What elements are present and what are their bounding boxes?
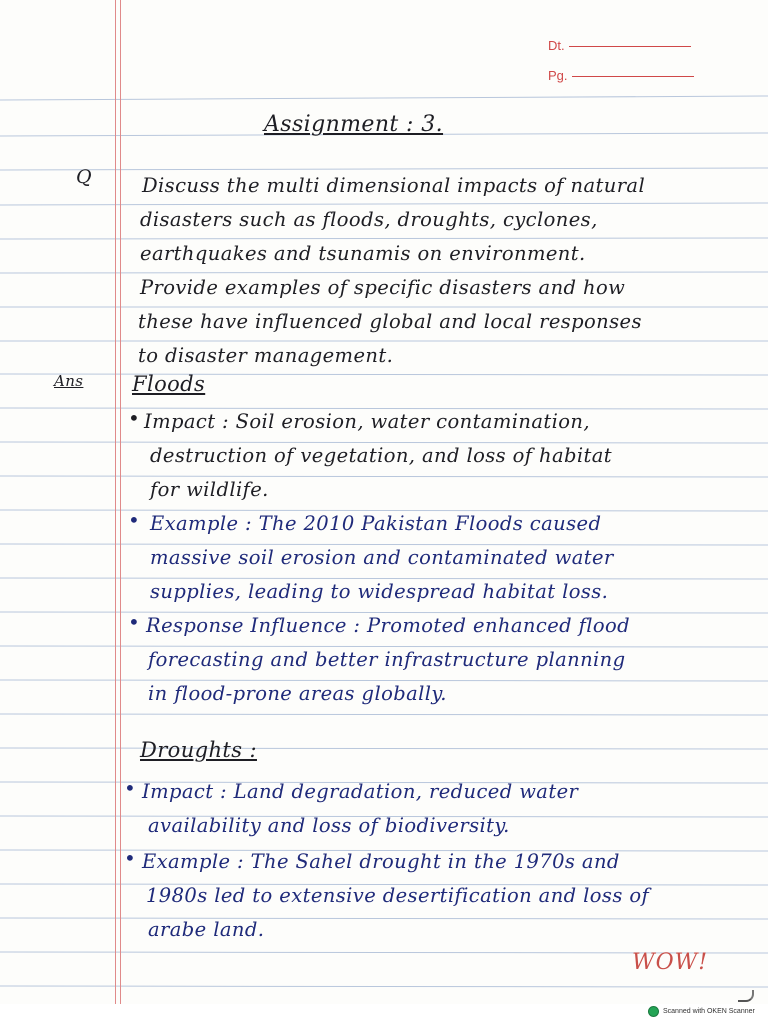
page-label: Pg.: [548, 68, 568, 83]
body-line: massive soil erosion and contaminated water: [150, 546, 614, 569]
body-line: 1980s led to extensive desertification and loss of: [146, 884, 650, 907]
question-line: these have influenced global and local responses: [138, 310, 642, 333]
margin-line-right: [120, 0, 121, 1005]
body-line: forecasting and better infrastructure planning: [148, 648, 626, 671]
page-number-field: [548, 68, 694, 83]
body-line: destruction of vegetation, and loss of habitat: [150, 444, 613, 467]
question-line: earthquakes and tsunamis on environment.: [140, 242, 586, 265]
answer-marker: Ans: [54, 372, 84, 390]
section-heading-droughts: Droughts :: [140, 738, 257, 762]
teacher-stamp: WOW!: [632, 950, 709, 975]
bullet-point: •: [128, 406, 141, 430]
body-line: arabe land.: [148, 918, 265, 941]
date-label: Dt.: [548, 38, 565, 53]
body-line: Impact : Soil erosion, water contamination,: [144, 410, 590, 433]
bullet-point: •: [124, 846, 137, 870]
bullet-point: •: [128, 508, 141, 532]
body-line: Response Influence : Promoted enhanced flood: [146, 614, 631, 637]
scanner-watermark: [648, 1006, 755, 1017]
body-line: Example : The Sahel drought in the 1970s and: [142, 850, 620, 873]
scanner-logo-icon: [648, 1006, 659, 1017]
body-line: in flood-prone areas globally.: [148, 682, 447, 705]
bullet-point: •: [128, 610, 141, 634]
question-line: Provide examples of specific disasters and how: [140, 276, 626, 299]
page-title: Assignment : 3.: [264, 112, 444, 137]
body-line: Impact : Land degradation, reduced water: [142, 780, 579, 803]
margin-line-left: [115, 0, 116, 1005]
section-heading-floods: Floods: [132, 372, 206, 396]
scanner-text: Scanned with OKEN Scanner: [663, 1008, 755, 1015]
date-field: [548, 38, 691, 53]
question-marker: Q: [76, 166, 92, 188]
body-line: Example : The 2010 Pakistan Floods caused: [150, 512, 602, 535]
body-line: availability and loss of biodiversity.: [148, 814, 510, 837]
question-line: to disaster management.: [138, 344, 394, 367]
body-line: supplies, leading to widespread habitat loss.: [150, 580, 609, 603]
bullet-point: •: [124, 776, 137, 800]
body-line: for wildlife.: [150, 478, 269, 501]
question-line: disasters such as floods, droughts, cyclones,: [140, 208, 598, 231]
question-line: Discuss the multi dimensional impacts of natural: [142, 174, 646, 197]
